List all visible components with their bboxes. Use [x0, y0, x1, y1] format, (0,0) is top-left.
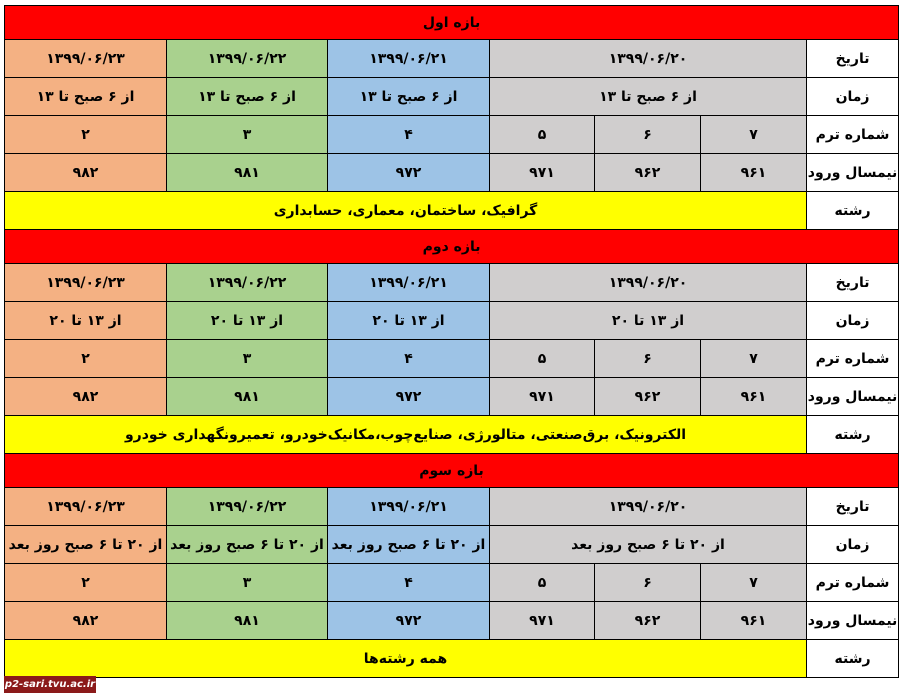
entry-cell: ۹۷۲ — [328, 154, 490, 192]
row-label-date: تاریخ — [807, 488, 899, 526]
table-row — [5, 230, 899, 264]
table-row — [5, 6, 899, 40]
term-cell: ۴ — [328, 564, 490, 602]
entry-cell: ۹۶۲ — [595, 154, 701, 192]
time-cell: از ۱۳ تا ۲۰ — [167, 302, 328, 340]
row-label-entry: نیمسال ورود — [807, 378, 899, 416]
date-cell: ۱۳۹۹/۰۶/۲۰ — [490, 264, 807, 302]
time-cell: از ۱۳ تا ۲۰ — [5, 302, 167, 340]
table-row — [5, 264, 899, 302]
date-cell: ۱۳۹۹/۰۶/۲۲ — [167, 488, 328, 526]
term-cell: ۲ — [5, 116, 167, 154]
date-cell: ۱۳۹۹/۰۶/۲۳ — [5, 264, 167, 302]
term-cell: ۳ — [167, 116, 328, 154]
term-cell: ۵ — [490, 116, 595, 154]
entry-cell: ۹۸۲ — [5, 378, 167, 416]
entry-cell: ۹۸۲ — [5, 154, 167, 192]
field-cell: گرافیک، ساختمان، معماری، حسابداری — [5, 192, 807, 230]
term-cell: ۵ — [490, 564, 595, 602]
period-title: بازه اول — [5, 6, 899, 40]
row-label-field: رشته — [807, 192, 899, 230]
entry-cell: ۹۶۱ — [701, 378, 807, 416]
row-label-time: زمان — [807, 302, 899, 340]
row-label-time: زمان — [807, 526, 899, 564]
entry-cell: ۹۶۲ — [595, 602, 701, 640]
table-row — [5, 192, 899, 230]
time-cell: از ۶ صبح تا ۱۳ — [328, 78, 490, 116]
date-cell: ۱۳۹۹/۰۶/۲۱ — [328, 264, 490, 302]
time-cell: از ۲۰ تا ۶ صبح روز بعد — [490, 526, 807, 564]
row-label-entry: نیمسال ورود — [807, 602, 899, 640]
time-cell: از ۲۰ تا ۶ صبح روز بعد — [5, 526, 167, 564]
term-cell: ۶ — [595, 116, 701, 154]
period-title: بازه دوم — [5, 230, 899, 264]
entry-cell: ۹۶۱ — [701, 154, 807, 192]
table-row — [5, 526, 899, 564]
time-cell: از ۶ صبح تا ۱۳ — [5, 78, 167, 116]
entry-cell: ۹۸۱ — [167, 154, 328, 192]
date-cell: ۱۳۹۹/۰۶/۲۰ — [490, 488, 807, 526]
table-row — [5, 454, 899, 488]
table-row — [5, 116, 899, 154]
entry-cell: ۹۷۲ — [328, 602, 490, 640]
field-cell: الکترونیک، برق‌صنعتی، متالورژی، صنایع‌چوب،مکانیک‌خودرو، تعمیرونگهداری خودرو — [5, 416, 807, 454]
term-cell: ۶ — [595, 564, 701, 602]
time-cell: از ۶ صبح تا ۱۳ — [167, 78, 328, 116]
entry-cell: ۹۸۲ — [5, 602, 167, 640]
term-cell: ۲ — [5, 340, 167, 378]
row-label-entry: نیمسال ورود — [807, 154, 899, 192]
exam-schedule-table — [4, 5, 899, 678]
entry-cell: ۹۷۱ — [490, 378, 595, 416]
time-cell: از ۶ صبح تا ۱۳ — [490, 78, 807, 116]
entry-cell: ۹۶۲ — [595, 378, 701, 416]
period-title: بازه سوم — [5, 454, 899, 488]
time-cell: از ۲۰ تا ۶ صبح روز بعد — [167, 526, 328, 564]
site-watermark: p2-sari.tvu.ac.ir — [4, 676, 96, 693]
table-row — [5, 378, 899, 416]
date-cell: ۱۳۹۹/۰۶/۲۲ — [167, 264, 328, 302]
term-cell: ۷ — [701, 564, 807, 602]
date-cell: ۱۳۹۹/۰۶/۲۳ — [5, 40, 167, 78]
entry-cell: ۹۷۱ — [490, 602, 595, 640]
entry-cell: ۹۷۲ — [328, 378, 490, 416]
term-cell: ۳ — [167, 564, 328, 602]
term-cell: ۲ — [5, 564, 167, 602]
table-row — [5, 416, 899, 454]
time-cell: از ۲۰ تا ۶ صبح روز بعد — [328, 526, 490, 564]
table-row — [5, 640, 899, 678]
table-row — [5, 302, 899, 340]
table-row — [5, 154, 899, 192]
date-cell: ۱۳۹۹/۰۶/۲۱ — [328, 488, 490, 526]
field-cell: همه رشته‌ها — [5, 640, 807, 678]
time-cell: از ۱۳ تا ۲۰ — [490, 302, 807, 340]
term-cell: ۴ — [328, 116, 490, 154]
date-cell: ۱۳۹۹/۰۶/۲۰ — [490, 40, 807, 78]
table-row — [5, 564, 899, 602]
date-cell: ۱۳۹۹/۰۶/۲۳ — [5, 488, 167, 526]
entry-cell: ۹۸۱ — [167, 378, 328, 416]
term-cell: ۵ — [490, 340, 595, 378]
row-label-time: زمان — [807, 78, 899, 116]
entry-cell: ۹۸۱ — [167, 602, 328, 640]
row-label-date: تاریخ — [807, 40, 899, 78]
table-row — [5, 78, 899, 116]
table-row — [5, 488, 899, 526]
row-label-date: تاریخ — [807, 264, 899, 302]
row-label-field: رشته — [807, 640, 899, 678]
row-label-term: شماره ترم — [807, 564, 899, 602]
entry-cell: ۹۷۱ — [490, 154, 595, 192]
term-cell: ۷ — [701, 116, 807, 154]
row-label-term: شماره ترم — [807, 116, 899, 154]
term-cell: ۷ — [701, 340, 807, 378]
table-row — [5, 602, 899, 640]
row-label-field: رشته — [807, 416, 899, 454]
entry-cell: ۹۶۱ — [701, 602, 807, 640]
term-cell: ۶ — [595, 340, 701, 378]
row-label-term: شماره ترم — [807, 340, 899, 378]
term-cell: ۳ — [167, 340, 328, 378]
date-cell: ۱۳۹۹/۰۶/۲۲ — [167, 40, 328, 78]
table-row — [5, 40, 899, 78]
date-cell: ۱۳۹۹/۰۶/۲۱ — [328, 40, 490, 78]
table-row — [5, 340, 899, 378]
time-cell: از ۱۳ تا ۲۰ — [328, 302, 490, 340]
term-cell: ۴ — [328, 340, 490, 378]
